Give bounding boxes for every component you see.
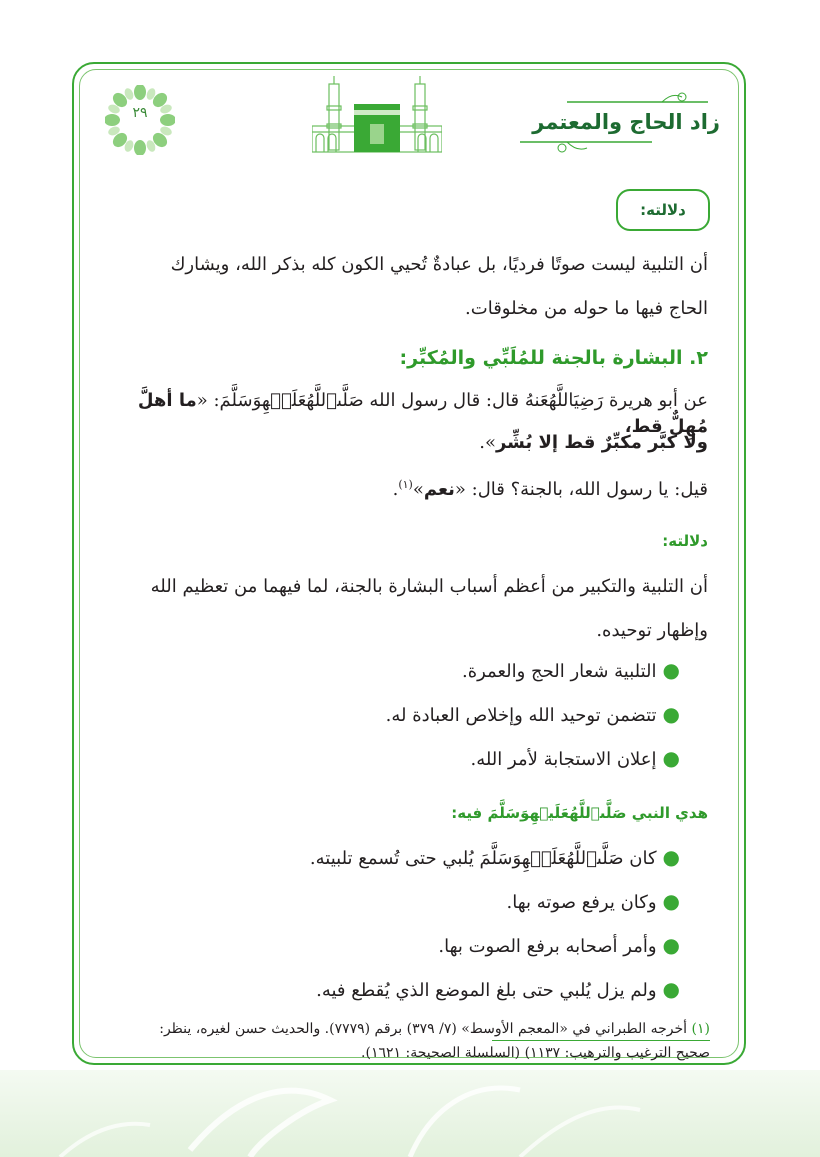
footnote-separator — [492, 1040, 710, 1041]
bullet-dot-icon: ● — [662, 933, 680, 957]
book-title: زاد الحاج والمعتمر — [532, 110, 720, 134]
bullet-text: إعلان الاستجابة لأمر الله. — [470, 749, 657, 770]
hadith-bold-text: نعم — [423, 479, 455, 500]
section-heading: دلالته: — [662, 532, 708, 550]
footnote-line: صحيح الترغيب والترهيب: ١١٣٧) (السلسلة الصحيحة: ١٦٢١). — [361, 1045, 710, 1061]
hadith-text: ». — [479, 432, 496, 453]
bullet-dot-icon: ● — [662, 702, 680, 726]
kaaba-minarets-icon — [312, 76, 442, 156]
bottom-decorative-background — [0, 1070, 820, 1157]
bullet-item — [82, 976, 680, 1004]
page-number: ٢٩ — [132, 105, 148, 121]
footnote-number: (١) — [691, 1021, 710, 1037]
footnote-text: أخرجه الطبراني في «المعجم الأوسط» (٧/ ٣٧٩) برقم (٧٧٧٩). والحديث حسن لغيره، ينظر: — [159, 1021, 688, 1037]
bullet-dot-icon: ● — [662, 977, 680, 1001]
bullet-text: كان صَلَّىٱللَّهُعَلَيۡهِوَسَلَّمَ يُلبي حتى تُسمع تلبيته. — [309, 848, 657, 869]
hadith-text: عن أبو هريرة رَضِيَاللَّهُعَنهُ قال: قال رسول الله صَلَّىٱللَّهُعَلَيۡهِوَسَلَّمَ: « — [196, 390, 708, 411]
bullet-text: ولم يزل يُلبي حتى بلغ الموضع الذي يُقطع فيه. — [316, 980, 657, 1001]
bullet-text: وأمر أصحابه برفع الصوت بها. — [438, 936, 657, 957]
bullet-item — [82, 844, 680, 872]
bullet-dot-icon: ● — [662, 889, 680, 913]
paragraph-line: أن التلبية والتكبير من أعظم أسباب البشارة بالجنة، لما فيهما من تعظيم الله — [150, 576, 708, 597]
bullet-dot-icon: ● — [662, 746, 680, 770]
section-heading-box: دلالته: — [616, 189, 710, 231]
bullet-dot-icon: ● — [662, 845, 680, 869]
hadith-text: » — [412, 479, 424, 500]
hadith-text: قيل: يا رسول الله، بالجنة؟ قال: « — [454, 479, 708, 500]
bullet-item — [82, 745, 680, 773]
footnote-reference: (١) — [398, 478, 413, 491]
bullet-item — [82, 932, 680, 960]
bullet-text: وكان يرفع صوته بها. — [506, 892, 657, 913]
hadith-bold-text: ما أهلَّ مُهِلٌّ قط، — [137, 390, 708, 437]
hadith-text: . — [392, 479, 399, 500]
bullet-text: التلبية شعار الحج والعمرة. — [461, 661, 657, 682]
hadith-line — [110, 430, 708, 456]
paragraph-line: وإظهار توحيده. — [596, 620, 708, 641]
paragraph-line: الحاج فيها ما حوله من مخلوقات. — [465, 298, 708, 319]
hadith-bold-text: ولا كبَّر مكبِّرٌ قط إلا بُشِّر — [495, 432, 708, 453]
section-heading: هدي النبي صَلَّىٱللَّهُعَلَيۡهِوَسَلَّمَ فيه: — [451, 804, 708, 822]
bullet-dot-icon: ● — [662, 658, 680, 682]
bullet-item — [82, 701, 680, 729]
section-heading: ٢. البشارة بالجنة للمُلَبِّي والمُكبِّر: — [399, 347, 708, 369]
bullet-text: تتضمن توحيد الله وإخلاص العبادة له. — [385, 705, 657, 726]
hadith-line — [110, 472, 708, 503]
bullet-item — [82, 888, 680, 916]
paragraph-line: أن التلبية ليست صوتًا فرديًا، بل عبادةٌ تُحيي الكون كله بذكر الله، ويشارك — [170, 254, 708, 275]
footnote-line — [110, 1018, 710, 1040]
calligraphy-watermark — [0, 1070, 820, 1157]
bullet-item — [82, 657, 680, 685]
